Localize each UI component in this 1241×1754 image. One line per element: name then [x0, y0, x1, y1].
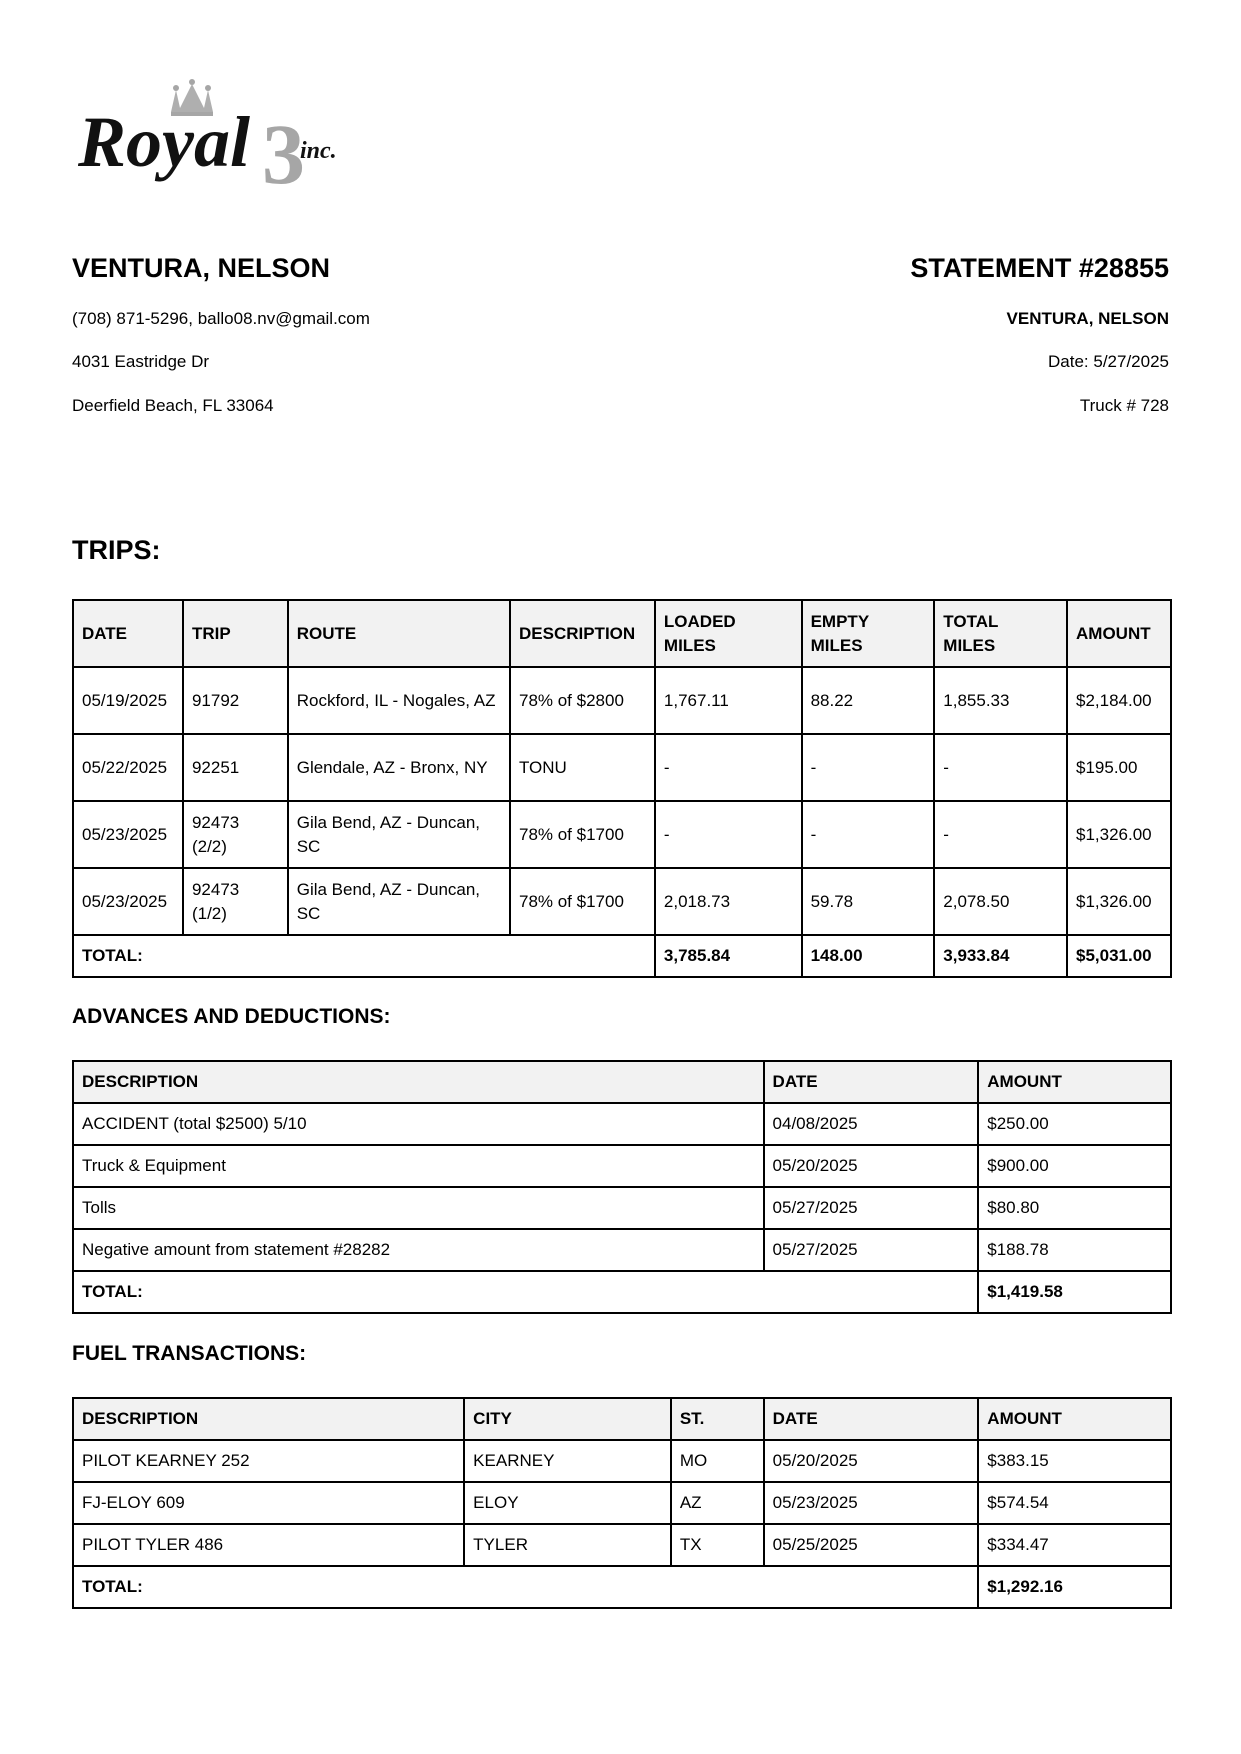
- table-row: [73, 734, 1171, 801]
- fuel-amount: $574.54: [978, 1482, 1171, 1524]
- fuel-amount: $383.15: [978, 1440, 1171, 1482]
- driver-address-line2: Deerfield Beach, FL 33064: [72, 396, 274, 415]
- trip-total-miles: -: [934, 734, 1067, 801]
- fuel-description: FJ-ELOY 609: [73, 1482, 464, 1524]
- trip-loaded-miles: 1,767.11: [655, 667, 802, 734]
- fuel-description: PILOT TYLER 486: [73, 1524, 464, 1566]
- trip-empty-miles: -: [802, 801, 935, 868]
- statement-truck: Truck # 728: [1079, 396, 1169, 415]
- trip-route: Gila Bend, AZ - Duncan, SC: [288, 801, 510, 868]
- logo-brand: Royal: [78, 102, 250, 182]
- trip-empty-miles: 88.22: [802, 667, 935, 734]
- fuel-description: PILOT KEARNEY 252: [73, 1440, 464, 1482]
- trip-number: 92473: [191, 812, 240, 832]
- col-header-trip: TRIP: [183, 600, 288, 667]
- fuel-date: 05/25/2025: [764, 1524, 979, 1566]
- col-header-date: DATE: [73, 600, 183, 667]
- table-row: [73, 1440, 1171, 1482]
- trip-number-cell: [183, 801, 288, 868]
- fuel-city: KEARNEY: [464, 1440, 671, 1482]
- trips-total-loaded: 3,785.84: [655, 935, 802, 977]
- trip-number-cell: [183, 868, 288, 935]
- trip-loaded-miles: -: [655, 734, 802, 801]
- statement-title: STATEMENT #28855: [910, 253, 1169, 283]
- col-header-loaded-miles: [655, 600, 802, 667]
- table-row: [73, 801, 1171, 868]
- logo-numeral: 3: [262, 106, 305, 198]
- col-header-description: DESCRIPTION: [73, 1398, 464, 1440]
- col-header-loaded-miles-l1: LOADED: [663, 611, 736, 631]
- col-header-date: DATE: [764, 1061, 979, 1103]
- trips-table: [72, 599, 1172, 978]
- col-header-route: ROUTE: [288, 600, 510, 667]
- col-header-empty-miles: [802, 600, 935, 667]
- fuel-date: 05/23/2025: [764, 1482, 979, 1524]
- advances-section-title: ADVANCES AND DEDUCTIONS:: [72, 1005, 391, 1028]
- driver-name: VENTURA, NELSON: [72, 253, 331, 283]
- advances-header-row: [73, 1061, 1171, 1103]
- trip-empty-miles: -: [802, 734, 935, 801]
- advances-total-amount: $1,419.58: [978, 1271, 1171, 1313]
- trip-description: 78% of $1700: [510, 801, 655, 868]
- col-header-amount: AMOUNT: [978, 1061, 1171, 1103]
- fuel-total-amount: $1,292.16: [978, 1566, 1171, 1608]
- fuel-total-label: TOTAL:: [73, 1566, 978, 1608]
- col-header-loaded-miles-l2: MILES: [663, 635, 716, 655]
- trip-loaded-miles: 2,018.73: [655, 868, 802, 935]
- table-row: [73, 1187, 1171, 1229]
- advance-date: 05/20/2025: [764, 1145, 979, 1187]
- trips-total-miles: 3,933.84: [934, 935, 1067, 977]
- trip-total-miles: 2,078.50: [934, 868, 1067, 935]
- trip-route: Glendale, AZ - Bronx, NY: [288, 734, 510, 801]
- fuel-state: TX: [671, 1524, 764, 1566]
- col-header-description: DESCRIPTION: [510, 600, 655, 667]
- advances-total-row: [73, 1271, 1171, 1313]
- trip-number: 92251: [183, 734, 288, 801]
- trip-description: 78% of $1700: [510, 868, 655, 935]
- col-header-date: DATE: [764, 1398, 979, 1440]
- col-header-amount: AMOUNT: [978, 1398, 1171, 1440]
- table-row: [73, 868, 1171, 935]
- fuel-city: TYLER: [464, 1524, 671, 1566]
- trip-amount: $2,184.00: [1067, 667, 1171, 734]
- advance-description: ACCIDENT (total $2500) 5/10: [73, 1103, 764, 1145]
- advances-total-label: TOTAL:: [73, 1271, 978, 1313]
- trip-number: 91792: [183, 667, 288, 734]
- col-header-state: ST.: [671, 1398, 764, 1440]
- col-header-total-miles-l2: MILES: [943, 635, 996, 655]
- table-row: [73, 1524, 1171, 1566]
- fuel-total-row: [73, 1566, 1171, 1608]
- trip-total-miles: 1,855.33: [934, 667, 1067, 734]
- driver-contact: (708) 871-5296, ballo08.nv@gmail.com: [72, 309, 370, 328]
- trip-date: 05/23/2025: [73, 801, 183, 868]
- trip-part: (2/2): [191, 836, 227, 856]
- trips-section-title: TRIPS:: [72, 535, 161, 565]
- trip-description: TONU: [510, 734, 655, 801]
- col-header-total-miles: [934, 600, 1067, 667]
- trip-route: Gila Bend, AZ - Duncan, SC: [288, 868, 510, 935]
- fuel-date: 05/20/2025: [764, 1440, 979, 1482]
- company-logo: [78, 78, 388, 198]
- royal3-logo-graphic: [78, 78, 388, 198]
- fuel-state: AZ: [671, 1482, 764, 1524]
- advance-date: 05/27/2025: [764, 1229, 979, 1271]
- trip-date: 05/19/2025: [73, 667, 183, 734]
- advance-date: 05/27/2025: [764, 1187, 979, 1229]
- table-row: [73, 1482, 1171, 1524]
- statement-driver-name: VENTURA, NELSON: [1006, 309, 1169, 328]
- trip-loaded-miles: -: [655, 801, 802, 868]
- trips-header-row: [73, 600, 1171, 667]
- trip-amount: $1,326.00: [1067, 801, 1171, 868]
- statement-date: Date: 5/27/2025: [1048, 352, 1169, 371]
- trips-total-row: [73, 935, 1171, 977]
- fuel-table: [72, 1397, 1172, 1609]
- trip-amount: $195.00: [1067, 734, 1171, 801]
- fuel-header-row: [73, 1398, 1171, 1440]
- col-header-empty-miles-l1: EMPTY: [810, 611, 870, 631]
- trips-total-empty: 148.00: [802, 935, 935, 977]
- fuel-state: MO: [671, 1440, 764, 1482]
- trip-date: 05/23/2025: [73, 868, 183, 935]
- trip-route: Rockford, IL - Nogales, AZ: [288, 667, 510, 734]
- fuel-city: ELOY: [464, 1482, 671, 1524]
- trips-total-amount: $5,031.00: [1067, 935, 1171, 977]
- advance-description: Truck & Equipment: [73, 1145, 764, 1187]
- statement-info: [569, 250, 1169, 415]
- advance-description: Negative amount from statement #28282: [73, 1229, 764, 1271]
- logo-suffix: inc.: [300, 138, 337, 164]
- table-row: [73, 1103, 1171, 1145]
- advance-date: 04/08/2025: [764, 1103, 979, 1145]
- col-header-empty-miles-l2: MILES: [810, 635, 863, 655]
- advances-table: [72, 1060, 1172, 1314]
- trip-number: 92473: [191, 879, 240, 899]
- driver-address-line1: 4031 Eastridge Dr: [72, 352, 210, 371]
- trip-part: (1/2): [191, 903, 227, 923]
- trip-amount: $1,326.00: [1067, 868, 1171, 935]
- trip-total-miles: -: [934, 801, 1067, 868]
- advance-amount: $900.00: [978, 1145, 1171, 1187]
- trips-total-label: TOTAL:: [73, 935, 655, 977]
- col-header-city: CITY: [464, 1398, 671, 1440]
- advance-description: Tolls: [73, 1187, 764, 1229]
- table-row: [73, 667, 1171, 734]
- advance-amount: $188.78: [978, 1229, 1171, 1271]
- col-header-description: DESCRIPTION: [73, 1061, 764, 1103]
- table-row: [73, 1145, 1171, 1187]
- fuel-amount: $334.47: [978, 1524, 1171, 1566]
- trip-date: 05/22/2025: [73, 734, 183, 801]
- trip-description: 78% of $2800: [510, 667, 655, 734]
- col-header-total-miles-l1: TOTAL: [943, 611, 999, 631]
- advance-amount: $80.80: [978, 1187, 1171, 1229]
- col-header-amount: AMOUNT: [1067, 600, 1171, 667]
- table-row: [73, 1229, 1171, 1271]
- advance-amount: $250.00: [978, 1103, 1171, 1145]
- fuel-section-title: FUEL TRANSACTIONS:: [72, 1342, 307, 1365]
- trip-empty-miles: 59.78: [802, 868, 935, 935]
